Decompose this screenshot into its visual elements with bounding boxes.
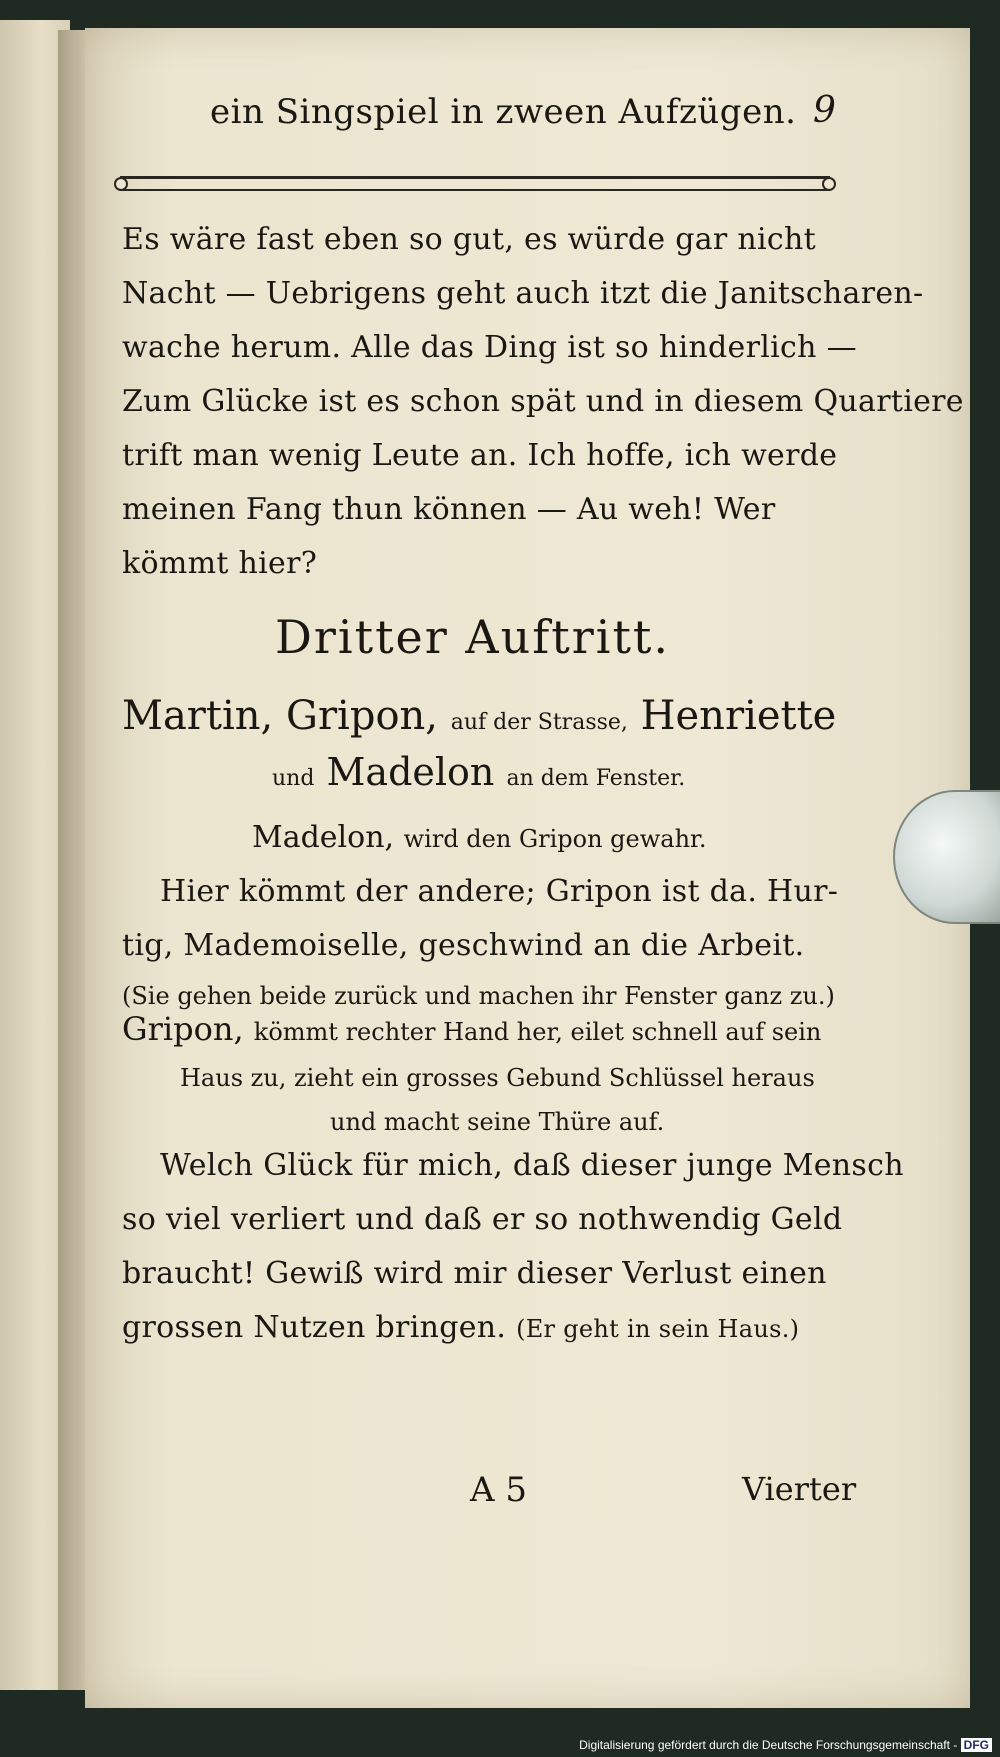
signature-mark: A 5 bbox=[470, 1470, 527, 1510]
stage-direction: wird den Gripon gewahr. bbox=[403, 825, 707, 853]
text-line: Es wäre fast eben so gut, es würde gar nicht bbox=[122, 222, 817, 257]
running-head: ein Singspiel in zween Aufzügen. bbox=[210, 92, 797, 132]
stage-direction: Haus zu, zieht ein grosses Gebund Schlüssel heraus bbox=[180, 1064, 815, 1092]
digitization-credit bbox=[579, 1738, 992, 1752]
text-line: Hier kömmt der andere; Gripon ist da. Hur- bbox=[160, 874, 839, 909]
text-line: braucht! Gewiß wird mir dieser Verlust einen bbox=[122, 1256, 827, 1291]
text-line: tig, Mademoiselle, geschwind an die Arbeit. bbox=[122, 928, 805, 963]
speaker-madelon: Madelon, bbox=[252, 820, 395, 855]
cast-names: Martin, Gripon, bbox=[122, 693, 439, 739]
text-line: meinen Fang thun können — Au weh! Wer bbox=[122, 492, 776, 527]
credit-text: Digitalisierung gefördert durch die Deutsche Forschungsgemeinschaft - bbox=[579, 1738, 958, 1752]
cast-line-1 bbox=[122, 693, 836, 739]
text-fragment: grossen Nutzen bringen. bbox=[122, 1310, 507, 1345]
stage-direction: kömmt rechter Hand her, eilet schnell auf sein bbox=[253, 1018, 822, 1046]
catchword: Vierter bbox=[742, 1470, 857, 1508]
cast-note-2: an dem Fenster. bbox=[506, 766, 686, 791]
gripon-speech-head bbox=[122, 1010, 821, 1048]
stage-direction: (Er geht in sein Haus.) bbox=[516, 1315, 800, 1343]
ornamental-rule bbox=[120, 176, 830, 191]
stage-direction: (Sie gehen beide zurück und machen ihr Fenster ganz zu.) bbox=[122, 982, 835, 1010]
text-line: wache herum. Alle das Ding ist so hinderlich — bbox=[122, 330, 857, 365]
cast-name-madelon: Madelon bbox=[326, 750, 495, 794]
text-line bbox=[122, 1310, 799, 1345]
dfg-logo-icon: DFG bbox=[961, 1738, 992, 1752]
page-number: 9 bbox=[813, 90, 836, 131]
text-line: Zum Glücke ist es schon spät und in diesem Quartiere bbox=[122, 384, 964, 419]
text-line: Nacht — Uebrigens geht auch itzt die Janitscharen- bbox=[122, 276, 924, 311]
cast-line-2 bbox=[272, 750, 685, 794]
speaker-gripon: Gripon, bbox=[122, 1010, 244, 1048]
text-line: Welch Glück für mich, daß dieser junge Mensch bbox=[160, 1148, 904, 1183]
scene-heading: Dritter Auftritt. bbox=[275, 610, 671, 664]
text-line: so viel verliert und daß er so nothwendig Geld bbox=[122, 1202, 843, 1237]
madelon-speech-head bbox=[252, 820, 707, 855]
cast-name-henriette: Henriette bbox=[640, 693, 837, 739]
cast-conj: und bbox=[272, 766, 315, 791]
text-line: trift man wenig Leute an. Ich hoffe, ich werde bbox=[122, 438, 838, 473]
stage-direction: und macht seine Thüre auf. bbox=[330, 1108, 665, 1136]
cast-note: auf der Strasse, bbox=[450, 710, 628, 735]
text-line: kömmt hier? bbox=[122, 546, 318, 581]
